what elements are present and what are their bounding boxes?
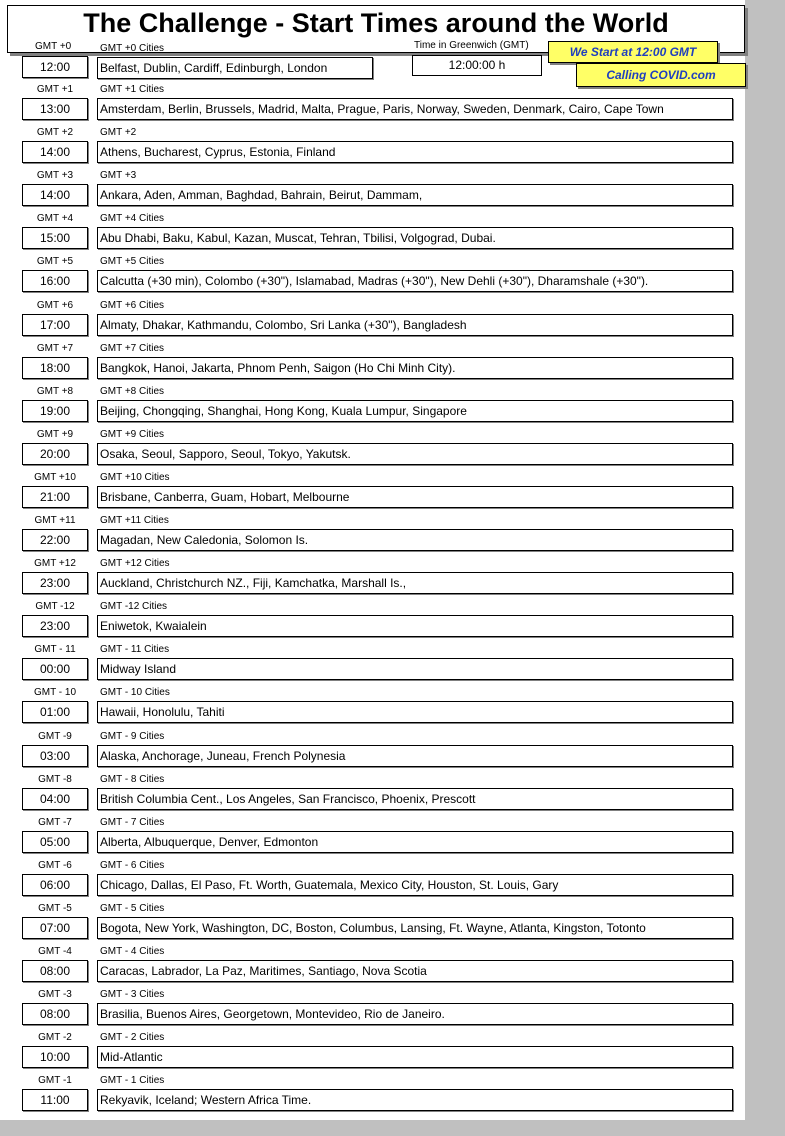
cities-cell[interactable]: Mid-Atlantic [97, 1046, 733, 1068]
cities-cell[interactable]: Belfast, Dublin, Cardiff, Edinburgh, London [97, 57, 373, 79]
cities-cell[interactable]: Chicago, Dallas, El Paso, Ft. Worth, Guatemala, Mexico City, Houston, St. Louis, Gary [97, 874, 733, 896]
start-time-cell[interactable]: 19:00 [22, 400, 88, 422]
start-time-cell[interactable]: 07:00 [22, 917, 88, 939]
timezone-row [0, 946, 745, 989]
start-time-cell[interactable]: 11:00 [22, 1089, 88, 1111]
cities-label: GMT - 5 Cities [100, 903, 165, 914]
greenwich-time-label: Time in Greenwich (GMT) [414, 40, 529, 51]
timezone-row [0, 127, 745, 170]
start-time-cell[interactable]: 08:00 [22, 1003, 88, 1025]
cities-cell[interactable]: Osaka, Seoul, Sapporo, Seoul, Tokyo, Yakutsk. [97, 443, 733, 465]
cities-label: GMT - 9 Cities [100, 731, 165, 742]
start-time-cell[interactable]: 13:00 [22, 98, 88, 120]
gmt-offset-label: GMT +10 [34, 472, 76, 483]
timezone-row [0, 860, 745, 903]
gmt-offset-label: GMT -9 [38, 731, 72, 742]
timezone-row [0, 1032, 745, 1075]
gmt-offset-label: GMT +9 [36, 429, 74, 440]
gmt-offset-label: GMT -2 [38, 1032, 72, 1043]
cities-label: GMT +2 [100, 127, 137, 138]
start-time-cell[interactable]: 10:00 [22, 1046, 88, 1068]
timezone-row [0, 386, 745, 429]
cities-cell[interactable]: Beijing, Chongqing, Shanghai, Hong Kong, Kuala Lumpur, Singapore [97, 400, 733, 422]
start-time-cell[interactable]: 08:00 [22, 960, 88, 982]
cities-label: GMT +3 [100, 170, 137, 181]
start-time-cell[interactable]: 23:00 [22, 615, 88, 637]
start-time-cell[interactable]: 04:00 [22, 788, 88, 810]
gmt-offset-label: GMT +7 [36, 343, 74, 354]
start-time-note[interactable]: We Start at 12:00 GMT [548, 41, 718, 63]
cities-label: GMT +0 Cities [100, 43, 164, 54]
start-time-cell[interactable]: 18:00 [22, 357, 88, 379]
cities-cell[interactable]: Bangkok, Hanoi, Jakarta, Phnom Penh, Saigon (Ho Chi Minh City). [97, 357, 733, 379]
cities-cell[interactable]: Alberta, Albuquerque, Denver, Edmonton [97, 831, 733, 853]
cities-cell[interactable]: Magadan, New Caledonia, Solomon Is. [97, 529, 733, 551]
cities-cell[interactable]: Brasilia, Buenos Aires, Georgetown, Montevideo, Rio de Janeiro. [97, 1003, 733, 1025]
start-time-cell[interactable]: 23:00 [22, 572, 88, 594]
start-time-cell[interactable]: 00:00 [22, 658, 88, 680]
cities-label: GMT +6 Cities [100, 300, 164, 311]
gmt-offset-label: GMT -7 [38, 817, 72, 828]
cities-cell[interactable]: Auckland, Christchurch NZ., Fiji, Kamchatka, Marshall Is., [97, 572, 733, 594]
gmt-offset-label: GMT +12 [34, 558, 76, 569]
timezone-row [0, 774, 745, 817]
cities-label: GMT - 2 Cities [100, 1032, 165, 1043]
start-time-cell[interactable]: 16:00 [22, 270, 88, 292]
timezone-row [0, 41, 745, 73]
start-time-cell[interactable]: 01:00 [22, 701, 88, 723]
timezone-row [0, 515, 745, 558]
cities-label: GMT - 8 Cities [100, 774, 165, 785]
cities-label: GMT - 3 Cities [100, 989, 165, 1000]
cities-cell[interactable]: British Columbia Cent., Los Angeles, San Francisco, Phoenix, Prescott [97, 788, 733, 810]
gmt-offset-label: GMT -8 [38, 774, 72, 785]
timezone-row [0, 817, 745, 860]
cities-label: GMT +10 Cities [100, 472, 170, 483]
timezone-row [0, 472, 745, 515]
timezone-row [0, 256, 745, 299]
gmt-offset-label: GMT +6 [36, 300, 74, 311]
start-time-cell[interactable]: 14:00 [22, 184, 88, 206]
cities-label: GMT - 6 Cities [100, 860, 165, 871]
start-time-cell[interactable]: 20:00 [22, 443, 88, 465]
timezone-row [0, 903, 745, 946]
cities-cell[interactable]: Caracas, Labrador, La Paz, Maritimes, Santiago, Nova Scotia [97, 960, 733, 982]
gmt-offset-label: GMT +4 [36, 213, 74, 224]
cities-cell[interactable]: Midway Island [97, 658, 733, 680]
timezone-row [0, 731, 745, 774]
start-time-cell[interactable]: 12:00 [22, 56, 88, 78]
cities-cell[interactable]: Calcutta (+30 min), Colombo (+30"), Islamabad, Madras (+30"), New Dehli (+30"), Dharamshale (+30"). [97, 270, 733, 292]
start-time-cell[interactable]: 14:00 [22, 141, 88, 163]
gmt-offset-label: GMT +8 [36, 386, 74, 397]
gmt-offset-label: GMT -12 [35, 601, 75, 612]
gmt-offset-label: GMT - 10 [33, 687, 77, 698]
gmt-offset-label: GMT -6 [38, 860, 72, 871]
start-time-cell[interactable]: 15:00 [22, 227, 88, 249]
gmt-offset-label: GMT +5 [36, 256, 74, 267]
cities-label: GMT -12 Cities [100, 601, 168, 612]
cities-label: GMT +5 Cities [100, 256, 164, 267]
sheet-bottom-margin [0, 1120, 785, 1136]
gmt-offset-label: GMT -4 [38, 946, 72, 957]
gmt-offset-label: GMT +11 [34, 515, 76, 526]
cities-label: GMT - 1 Cities [100, 1075, 165, 1086]
cities-cell[interactable]: Amsterdam, Berlin, Brussels, Madrid, Malta, Prague, Paris, Norway, Sweden, Denmark, Cairo, Cape Town [97, 98, 733, 120]
cities-label: GMT +7 Cities [100, 343, 164, 354]
cities-cell[interactable]: Bogota, New York, Washington, DC, Boston, Columbus, Lansing, Ft. Wayne, Atlanta, Kingston, Totonto [97, 917, 733, 939]
cities-label: GMT +12 Cities [100, 558, 170, 569]
timezone-row [0, 1075, 745, 1118]
gmt-offset-label: GMT -3 [38, 989, 72, 1000]
cities-cell[interactable]: Almaty, Dhakar, Kathmandu, Colombo, Sri Lanka (+30"), Bangladesh [97, 314, 733, 336]
cities-label: GMT +9 Cities [100, 429, 164, 440]
gmt-offset-label: GMT +0 [35, 41, 72, 52]
timezone-row [0, 429, 745, 472]
cities-cell[interactable]: Brisbane, Canberra, Guam, Hobart, Melbourne [97, 486, 733, 508]
cities-label: GMT +4 Cities [100, 213, 164, 224]
gmt-offset-label: GMT +1 [36, 84, 74, 95]
timezone-row [0, 601, 745, 644]
timezone-row [0, 343, 745, 386]
sheet-right-margin [745, 0, 785, 1136]
start-time-cell[interactable]: 22:00 [22, 529, 88, 551]
cities-label: GMT - 4 Cities [100, 946, 165, 957]
cities-label: GMT - 11 Cities [100, 644, 170, 655]
greenwich-time-cell[interactable]: 12:00:00 h [412, 55, 542, 76]
gmt-offset-label: GMT - 11 [34, 644, 76, 655]
cities-cell[interactable]: Abu Dhabi, Baku, Kabul, Kazan, Muscat, Tehran, Tbilisi, Volgograd, Dubai. [97, 227, 733, 249]
cities-label: GMT - 7 Cities [100, 817, 165, 828]
start-time-cell[interactable]: 17:00 [22, 314, 88, 336]
timezone-row [0, 687, 745, 730]
cities-cell[interactable]: Ankara, Aden, Amman, Baghdad, Bahrain, Beirut, Dammam, [97, 184, 733, 206]
cities-cell[interactable]: Eniwetok, Kwaialein [97, 615, 733, 637]
gmt-offset-label: GMT +2 [36, 127, 74, 138]
cities-cell[interactable]: Athens, Bucharest, Cyprus, Estonia, Finland [97, 141, 733, 163]
timezone-row [0, 213, 745, 256]
timezone-row [0, 84, 745, 127]
timezone-row [0, 170, 745, 213]
start-time-cell[interactable]: 06:00 [22, 874, 88, 896]
cities-label: GMT - 10 Cities [100, 687, 170, 698]
calling-note[interactable]: Calling COVID.com [576, 63, 746, 87]
timezone-row [0, 644, 745, 687]
cities-label: GMT +8 Cities [100, 386, 164, 397]
start-time-cell[interactable]: 03:00 [22, 745, 88, 767]
cities-label: GMT +11 Cities [100, 515, 169, 526]
start-time-cell[interactable]: 05:00 [22, 831, 88, 853]
cities-cell[interactable]: Hawaii, Honolulu, Tahiti [97, 701, 733, 723]
timezone-row [0, 300, 745, 343]
timezone-row [0, 558, 745, 601]
timezone-row [0, 989, 745, 1032]
page-title: The Challenge - Start Times around the World [7, 5, 745, 53]
cities-cell[interactable]: Rekyavik, Iceland; Western Africa Time. [97, 1089, 733, 1111]
cities-cell[interactable]: Alaska, Anchorage, Juneau, French Polynesia [97, 745, 733, 767]
start-time-cell[interactable]: 21:00 [22, 486, 88, 508]
gmt-offset-label: GMT -1 [38, 1075, 72, 1086]
gmt-offset-label: GMT -5 [38, 903, 72, 914]
gmt-offset-label: GMT +3 [36, 170, 74, 181]
cities-label: GMT +1 Cities [100, 84, 164, 95]
